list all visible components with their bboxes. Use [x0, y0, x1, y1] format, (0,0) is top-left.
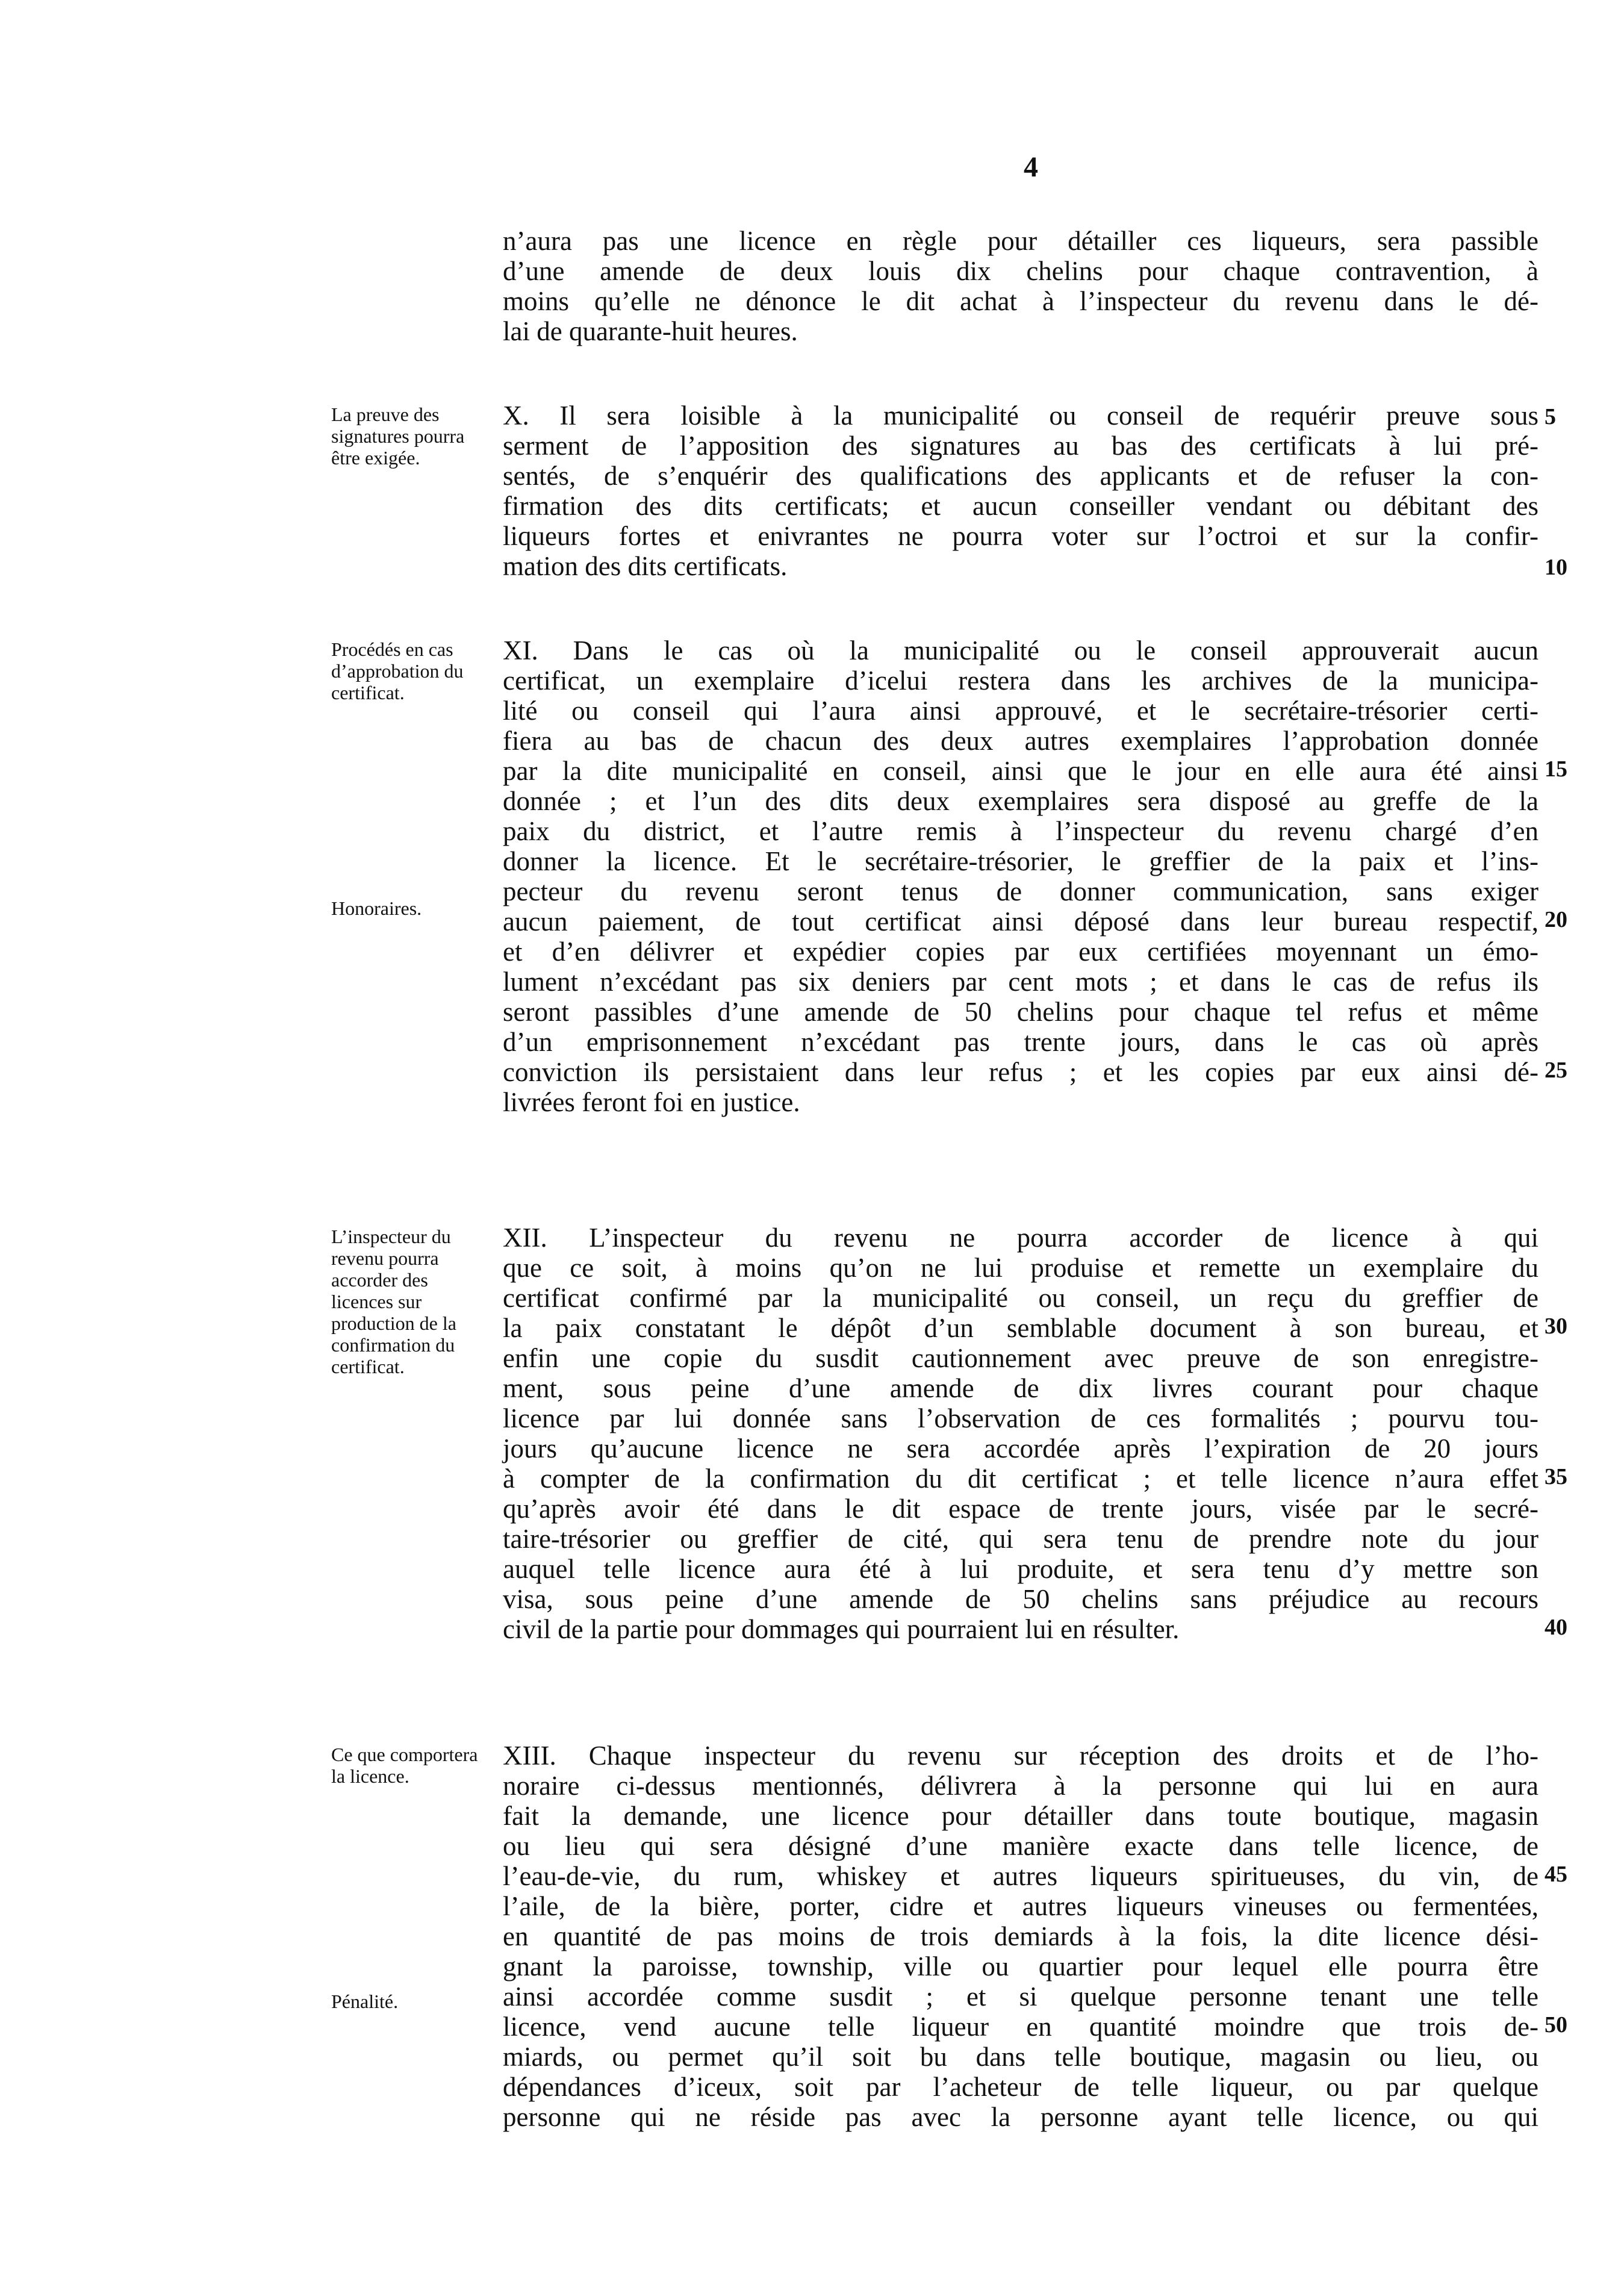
- margin-note: Procédés en cas d’approbation du certificat.: [331, 638, 464, 703]
- line-number: 45: [1545, 1862, 1567, 1887]
- text-line: auquel telle licence aura été à lui produite, et sera tenu d’y mettre son: [503, 1554, 1538, 1584]
- text-line: licence, vend aucune telle liqueur en quantité moindre que trois de-: [503, 2012, 1538, 2042]
- text-line: sentés, de s’enquérir des qualifications des applicants et de refuser la con-: [503, 461, 1538, 491]
- text-line: mation des dits certificats.: [503, 551, 788, 581]
- text-line: lité ou conseil qui l’aura ainsi approuvé, et le secrétaire-trésorier certi-: [503, 696, 1538, 726]
- text-line: d’un emprisonnement n’excédant pas trente jours, dans le cas où après: [503, 1027, 1538, 1057]
- text-line: aucun paiement, de tout certificat ainsi déposé dans leur bureau respectif,: [503, 906, 1538, 937]
- text-line: gnant la paroisse, township, ville ou quartier pour lequel elle pourra être: [503, 1951, 1538, 1981]
- text-line: paix du district, et l’autre remis à l’inspecteur du revenu chargé d’en: [503, 816, 1538, 846]
- text-line: dépendances d’iceux, soit par l’acheteur de telle liqueur, ou par quelque: [503, 2072, 1538, 2102]
- text-line: firmation des dits certificats; et aucun conseiller vendant ou débitant des: [503, 491, 1538, 521]
- text-line: qu’après avoir été dans le dit espace de trente jours, visée par le secré-: [503, 1494, 1538, 1524]
- line-number: 5: [1545, 404, 1556, 429]
- text-line: moins qu’elle ne dénonce le dit achat à l’inspecteur du revenu dans le dé-: [503, 286, 1538, 316]
- text-line: liqueurs fortes et enivrantes ne pourra voter sur l’octroi et sur la confir-: [503, 521, 1538, 551]
- paragraph: [503, 635, 1538, 1117]
- text-line: l’eau-de-vie, du rum, whiskey et autres liqueurs spiritueuses, du vin, de: [503, 1861, 1538, 1891]
- text-line: à compter de la confirmation du dit certificat ; et telle licence n’aura effet: [503, 1464, 1538, 1494]
- text-line: serment de l’apposition des signatures au bas des certificats à lui pré-: [503, 431, 1538, 461]
- text-line: pecteur du revenu seront tenus de donner communication, sans exiger: [503, 876, 1538, 906]
- text-line: XII. L’inspecteur du revenu ne pourra accorder de licence à qui: [503, 1223, 1538, 1253]
- text-line: livrées feront foi en justice.: [503, 1087, 800, 1117]
- margin-note: Ce que comportera la licence.: [331, 1744, 478, 1787]
- text-line: fiera au bas de chacun des deux autres exemplaires l’approbation donnée: [503, 726, 1538, 756]
- text-line: X. Il sera loisible à la municipalité ou conseil de requérir preuve sous: [503, 401, 1538, 431]
- text-line: certificat confirmé par la municipalité ou conseil, un reçu du greffier de: [503, 1283, 1538, 1313]
- text-line: fait la demande, une licence pour détailler dans toute boutique, magasin: [503, 1801, 1538, 1831]
- text-line: XI. Dans le cas où la municipalité ou le conseil approuverait aucun: [503, 635, 1538, 666]
- text-line: XIII. Chaque inspecteur du revenu sur réception des droits et de l’ho-: [503, 1741, 1538, 1771]
- margin-note: Pénalité.: [331, 1991, 399, 2012]
- text-line: lai de quarante-huit heures.: [503, 316, 798, 346]
- line-number: 25: [1545, 1058, 1567, 1083]
- text-line: en quantité de pas moins de trois demiards à la fois, la dite licence dési-: [503, 1921, 1538, 1951]
- paragraph: [503, 1741, 1538, 2132]
- text-line: seront passibles d’une amende de 50 chelins pour chaque tel refus et même: [503, 997, 1538, 1027]
- text-line: donner la licence. Et le secrétaire-trésorier, le greffier de la paix et l’ins-: [503, 846, 1538, 876]
- line-number: 50: [1545, 2012, 1567, 2037]
- text-line: miards, ou permet qu’il soit bu dans telle boutique, magasin ou lieu, ou: [503, 2042, 1538, 2072]
- text-line: et d’en délivrer et expédier copies par eux certifiées moyennant un émo-: [503, 937, 1538, 967]
- line-number: 20: [1545, 907, 1567, 932]
- paragraph: [503, 401, 1538, 581]
- text-line: lument n’excédant pas six deniers par cent mots ; et dans le cas de refus ils: [503, 967, 1538, 997]
- paragraph: [503, 226, 1538, 346]
- text-line: conviction ils persistaient dans leur refus ; et les copies par eux ainsi dé-: [503, 1057, 1538, 1087]
- line-number: 30: [1545, 1314, 1567, 1339]
- text-line: enfin une copie du susdit cautionnement avec preuve de son enregistre-: [503, 1343, 1538, 1373]
- text-line: visa, sous peine d’une amende de 50 chelins sans préjudice au recours: [503, 1584, 1538, 1614]
- text-line: l’aile, de la bière, porter, cidre et autres liqueurs vineuses ou fermentées,: [503, 1891, 1538, 1921]
- text-line: personne qui ne réside pas avec la personne ayant telle licence, ou qui: [503, 2102, 1538, 2132]
- text-line: ou lieu qui sera désigné d’une manière exacte dans telle licence, de: [503, 1831, 1538, 1861]
- text-line: noraire ci-dessus mentionnés, délivrera à la personne qui lui en aura: [503, 1771, 1538, 1801]
- text-line: que ce soit, à moins qu’on ne lui produise et remette un exemplaire du: [503, 1253, 1538, 1283]
- page-number: 4: [1024, 151, 1038, 183]
- paragraph: [503, 1223, 1538, 1644]
- text-line: n’aura pas une licence en règle pour détailler ces liqueurs, sera passible: [503, 226, 1538, 256]
- text-line: d’une amende de deux louis dix chelins pour chaque contravention, à: [503, 256, 1538, 286]
- text-line: jours qu’aucune licence ne sera accordée après l’expiration de 20 jours: [503, 1433, 1538, 1464]
- line-number: 35: [1545, 1464, 1567, 1489]
- text-line: par la dite municipalité en conseil, ainsi que le jour en elle aura été ainsi: [503, 756, 1538, 786]
- text-line: licence par lui donnée sans l’observation de ces formalités ; pourvu tou-: [503, 1403, 1538, 1433]
- text-line: ainsi accordée comme susdit ; et si quelque personne tenant une telle: [503, 1981, 1538, 2012]
- text-line: civil de la partie pour dommages qui pourraient lui en résulter.: [503, 1614, 1180, 1644]
- text-line: donnée ; et l’un des dits deux exemplaires sera disposé au greffe de la: [503, 786, 1538, 816]
- line-number: 10: [1545, 555, 1567, 580]
- margin-note: La preuve des signatures pourra être exigée.: [331, 404, 465, 469]
- line-number: 40: [1545, 1615, 1567, 1640]
- text-line: ment, sous peine d’une amende de dix livres courant pour chaque: [503, 1373, 1538, 1403]
- margin-note: L’inspecteur du revenu pourra accorder des licences sur production de la confirmation du certificat.: [331, 1226, 456, 1377]
- line-number: 15: [1545, 756, 1567, 782]
- margin-note: Honoraires.: [331, 897, 422, 919]
- text-line: taire-trésorier ou greffier de cité, qui sera tenu de prendre note du jour: [503, 1524, 1538, 1554]
- text-line: certificat, un exemplaire d’icelui restera dans les archives de la municipa-: [503, 666, 1538, 696]
- text-line: la paix constatant le dépôt d’un semblable document à son bureau, et: [503, 1313, 1538, 1343]
